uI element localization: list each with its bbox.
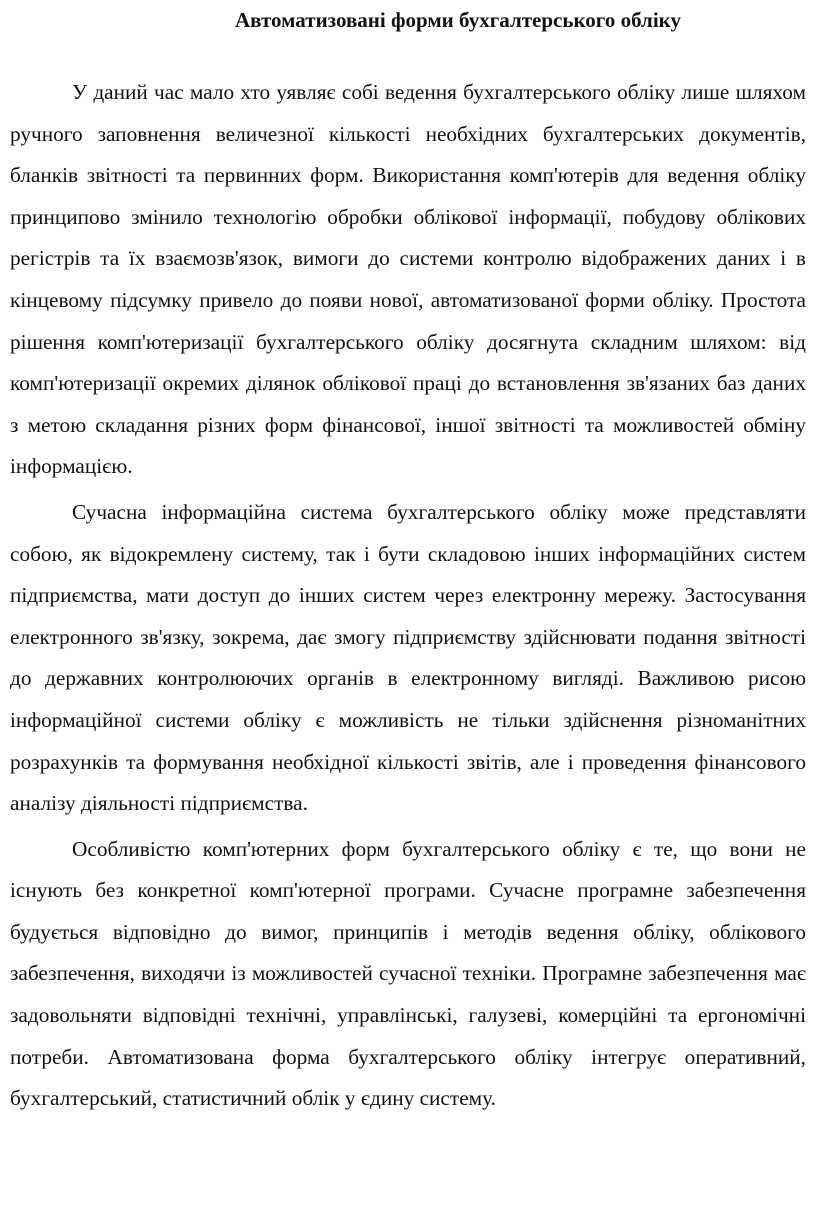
paragraph-3: Особливістю комп'ютерних форм бухгалтерського обліку є те, що вони не існують без конкретної комп'ютерної програми. Сучасне програмне забезпечення будується відповідно до вимог, принципів і методів ведення обліку, облікового забезпечення, виходячи із можливостей сучасної техніки. Програмне забезпечення має задовольняти відповідні технічні, управлінські, галузеві, комерційні та ергономічні потреби. Автоматизована форма бухгалтерського обліку інтегрує оперативний, бухгалтерський, статистичний облік у єдину систему. bbox=[10, 836, 806, 1111]
paragraph-1: У даний час мало хто уявляє собі ведення бухгалтерського обліку лише шляхом ручного заповнення величезної кількості необхідних бухгалтерських документів, бланків звітності та первинних форм. Використання комп'ютерів для ведення обліку принципово змінило технологію обробки облікової інформації, побудову облікових регістрів та їх взаємозв'язок, вимоги до системи контролю відображених даних і в кінцевому підсумку привело до появи нової, автоматизованої форми обліку. Простота рішення комп'ютеризації бухгалтерського обліку досягнута складним шляхом: від комп'ютеризації окремих ділянок облікової праці до встановлення зв'язаних баз даних з метою складання різних форм фінансової, іншої звітності та можливостей обміну інформацією. bbox=[10, 80, 806, 479]
document-title: Автоматизовані форми бухгалтерського обліку bbox=[235, 8, 681, 32]
paragraph-2: Сучасна інформаційна система бухгалтерського обліку може представляти собою, як відокремлену систему, так і бути складовою інших інформаційних систем підприємства, мати доступ до інших систем через електронну мережу. Застосування електронного зв'язку, зокрема, дає змогу підприємству здійснювати подання звітності до державних контролюючих органів в електронному вигляді. Важливою рисою інформаційної системи обліку є можливість не тільки здійснення різноманітних розрахунків та формування необхідної кількості звітів, але і проведення фінансового аналізу діяльності підприємства. bbox=[10, 499, 806, 816]
